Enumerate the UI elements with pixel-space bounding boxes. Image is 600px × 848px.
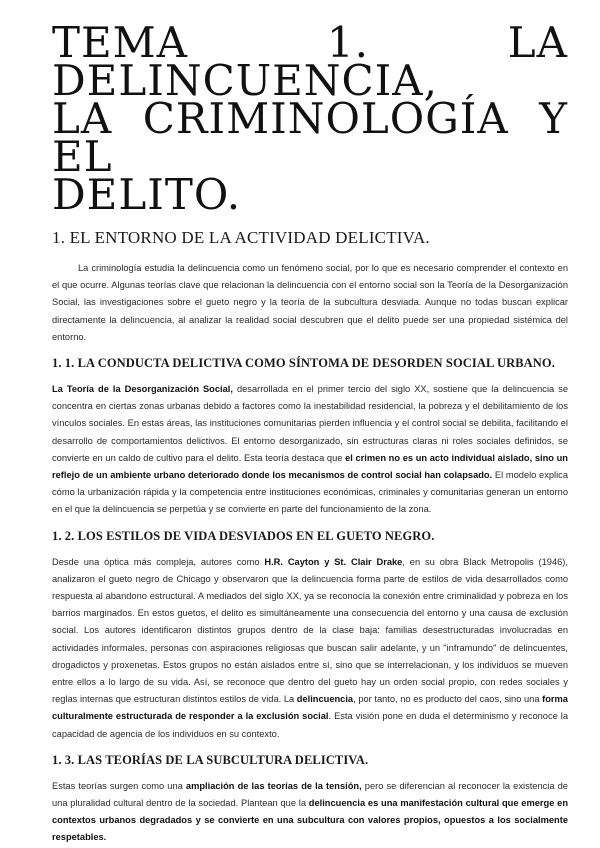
title-line-1: TEMA 1. LA DELINCUENCIA, xyxy=(52,18,568,105)
bold-span: delincuencia es una manifestación cultural que emerge en contextos urbanos degradados y se convierte en una subcultura con valores propios, opuestos a los socialmente respetables. xyxy=(52,798,568,843)
title-line-3: DELITO. xyxy=(52,170,242,219)
bold-span: ampliación de las teorías de la tensión, xyxy=(185,780,362,791)
text-span: Estas teorías surgen como una xyxy=(52,780,186,791)
subsection-1-1-heading: 1. 1. LA CONDUCTA DELICTIVA COMO SÍNTOMA DE DESORDEN SOCIAL URBANO. xyxy=(52,356,555,371)
bold-span: delincuencia xyxy=(296,694,354,705)
text-span: , en su obra Black Metropolis (1946), analizaron el gueto negro de Chicago y observaron que la delincuencia forma parte de estilos de vida desarrollados como respuesta al abandono estructural. A mediados del siglo XX, ya se reconocía la conexión entre criminalidad y pobreza en los barrios marginados. En estos guetos, el delito es simultáneamente una consecuencia del entorno y una causa de exclusión social. Los autores identificaron distintos grupos dentro de la clase baja: familias desestructuradas involucradas en actividades informales, personas con aspiraciones religiosas que buscan salir adelante, y un "inframundo" de delincuentes, drogadictos y proxenetas. Estos grupos no están aislados entre sí, sino que se interrelacionan, y los individuos se mueven entre ellos a lo largo de su vida. Así, se reconoce que dentro del gueto hay un orden social propio, con redes sociales y reglas internas que estructuran distintos estilos de vida. La xyxy=(52,556,568,705)
text-span: . Esta visión pone en duda el determinismo y reconoce la capacidad de agencia de los individuos en su contexto. xyxy=(52,711,568,739)
text-span: , por tanto, no es producto del caos, sino una xyxy=(353,694,543,705)
document-title xyxy=(52,0,568,219)
section-1-heading: 1. EL ENTORNO DE LA ACTIVIDAD DELICTIVA. xyxy=(52,228,430,247)
text-span: Desde una óptica más compleja, autores como xyxy=(52,556,265,567)
bold-span: el crimen no es un acto individual aislado, sino un reflejo de un ambiente urbano deteriorado donde los mecanismos de control social han colapsado. xyxy=(52,452,568,481)
text-span: desarrollada en el primer tercio del siglo XX, sostiene que la delincuencia se concentra en ciertas zonas urbanas debido a factores como la inestabilidad residencial, la pobreza y el debilitamiento de los vínculos sociales. En estas áreas, las instituciones comunitarias pierden influencia y el control social se debilita, facilitando el desarrollo de comportamientos delictivos. El entorno desorganizado, sin estructuras claras ni roles sociales definidos, se convierte en un caldo de cultivo para el delito. Esta teoría destaca que xyxy=(52,384,568,463)
bold-span: forma culturalmente estructurada de responder a la exclusión social xyxy=(52,694,568,722)
section-1-intro-paragraph: La criminología estudia la delincuencia como un fenómeno social, por lo que es necesario comprender el contexto en el que ocurre. Algunas teorías clave que relacionan la delincuencia con el entorno social son la Teoría de la Desorganización Social, las investigaciones sobre el gueto negro y la teoría de la subcultura desviada. Aunque no todas buscan explicar directamente la delincuencia, al analizar la realidad social descubren que el delito puede ser una propiedad sistémica del entorno. xyxy=(52,263,568,342)
bold-span: H.R. Cayton y St. Clair Drake xyxy=(264,556,403,567)
subsection-1-2-heading: 1. 2. LOS ESTILOS DE VIDA DESVIADOS EN EL GUETO NEGRO. xyxy=(52,528,435,543)
subsection-1-2-paragraph xyxy=(52,554,568,743)
bold-span: La Teoría de la Desorganización Social, xyxy=(52,384,233,395)
subsection-1-1-paragraph xyxy=(52,381,568,519)
text-span: pero se diferencian al reconocer la existencia de una pluralidad cultural dentro de la sociedad. Plantean que la xyxy=(52,780,568,809)
subsection-1-3-heading: 1. 3. LAS TEORÍAS DE LA SUBCULTURA DELICTIVA. xyxy=(52,752,369,767)
subsection-1-3-paragraph xyxy=(52,778,568,847)
title-line-2: LA CRIMINOLOGÍA Y EL xyxy=(52,94,568,181)
text-span: El modelo explica cómo la urbanización rápida y la competencia entre instituciones económicas, criminales y comunitarias generan un entorno en el que la delincuencia se perpetúa y se convierte en parte del funcionamiento de la zona. xyxy=(52,470,569,515)
